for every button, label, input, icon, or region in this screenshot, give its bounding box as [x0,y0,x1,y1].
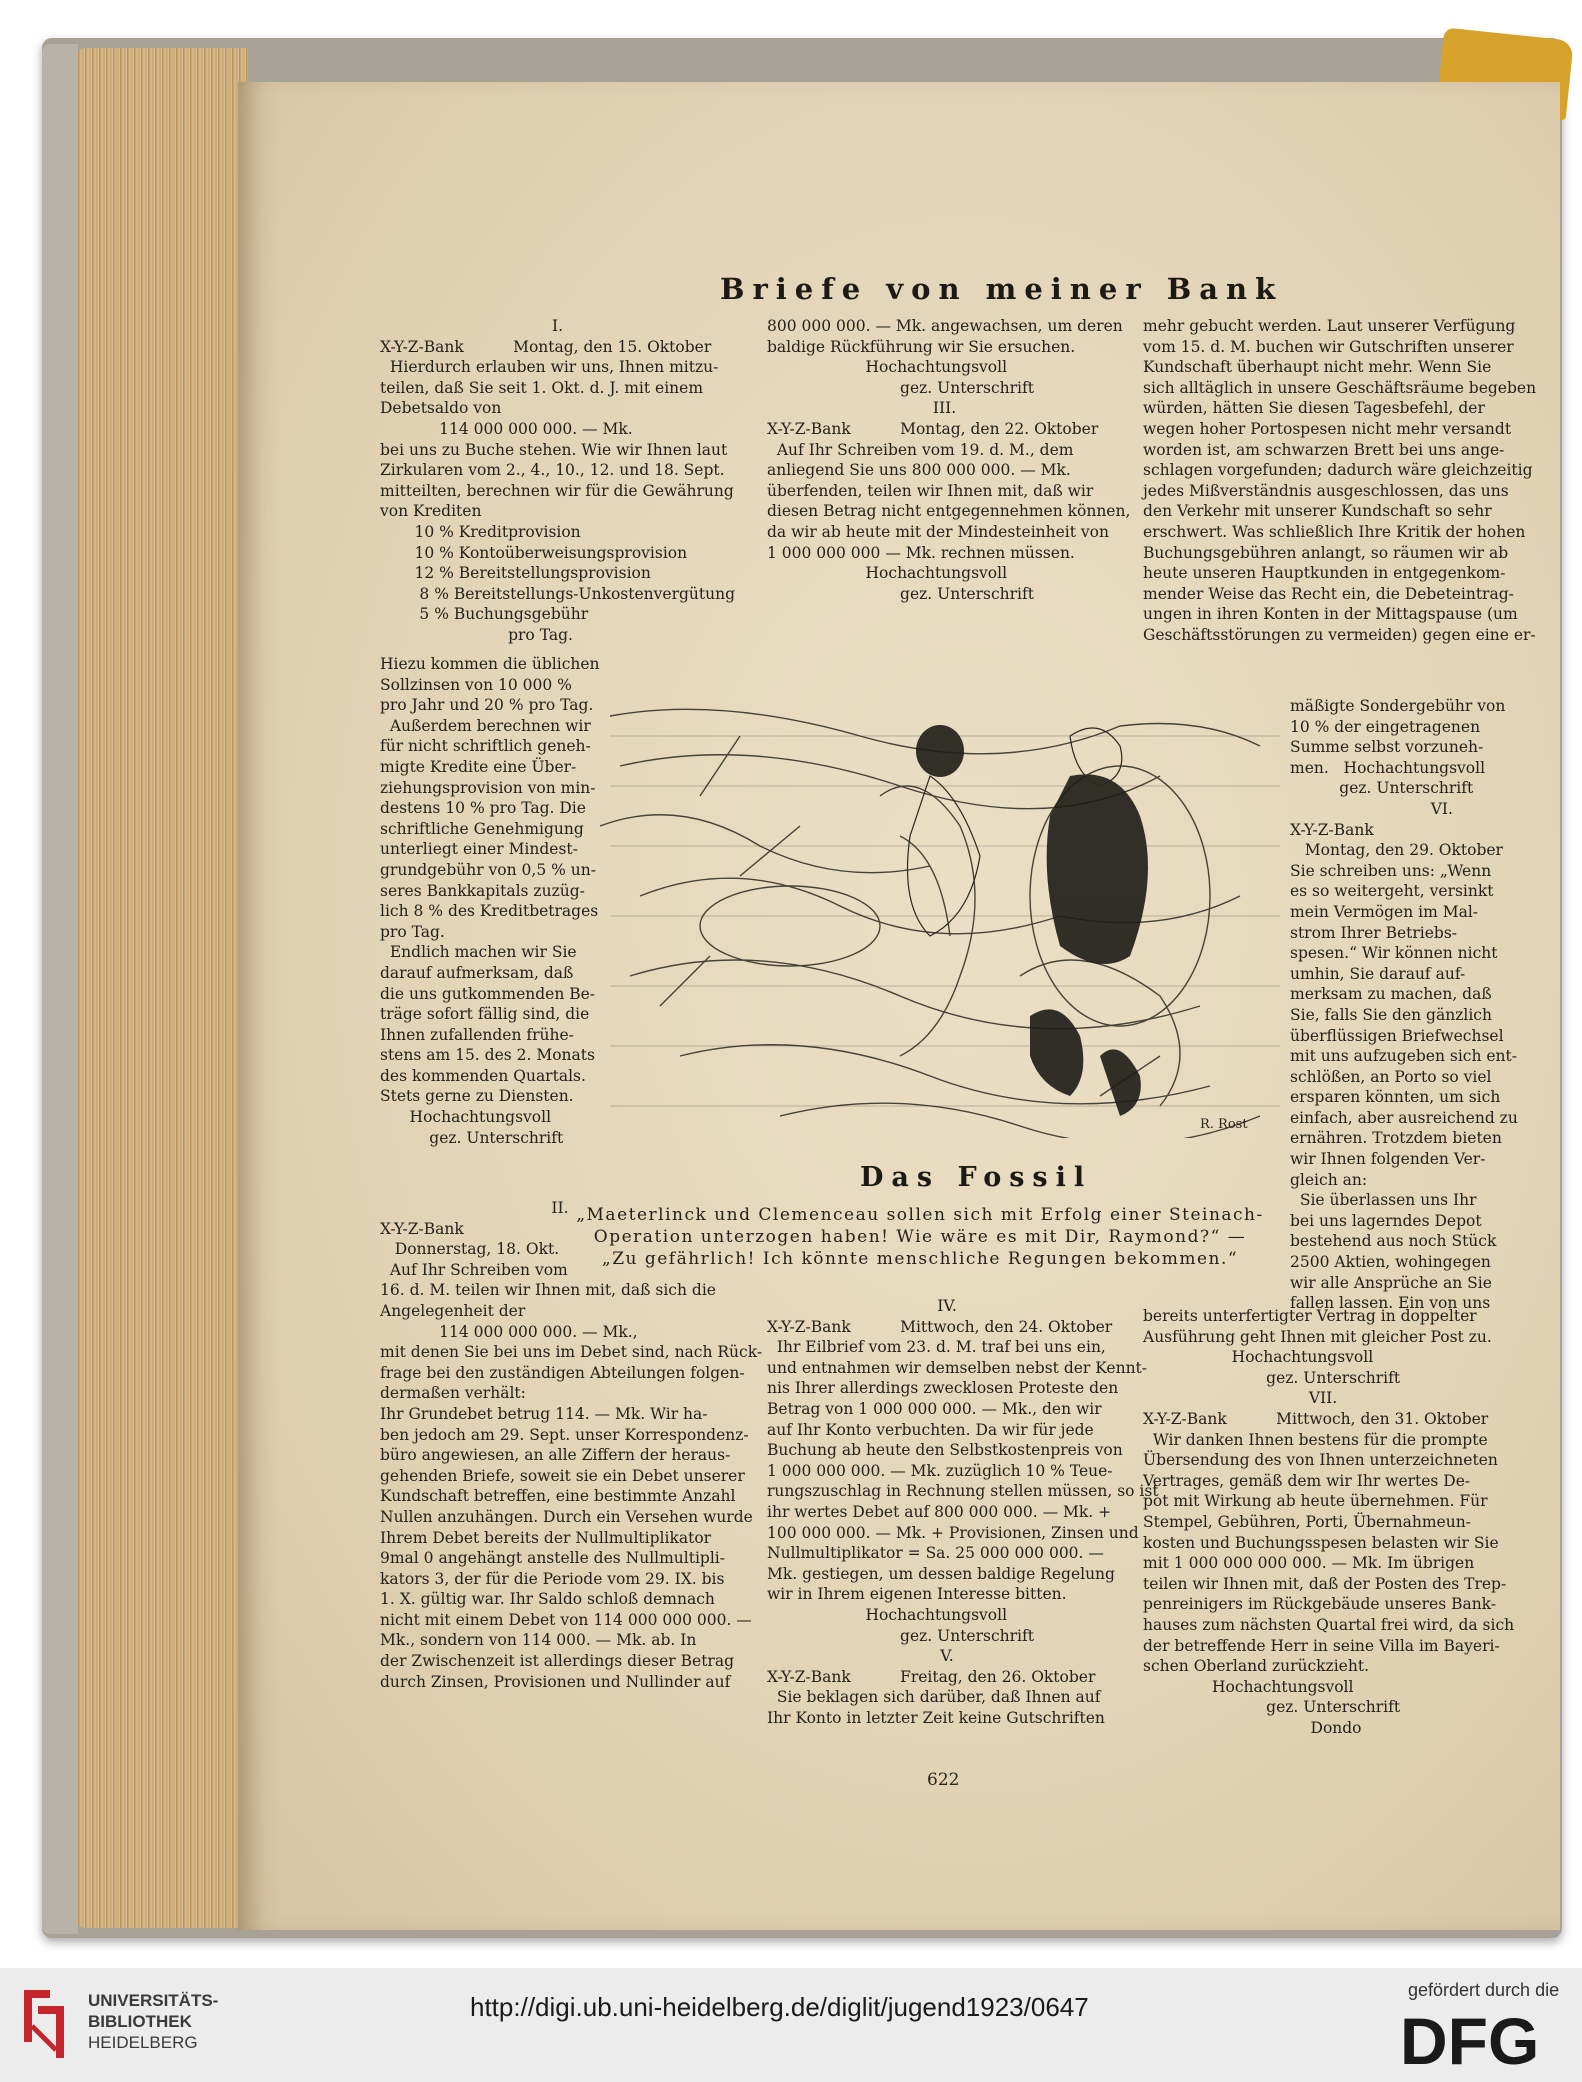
text-line: 114 000 000 000. — Mk., [380,1322,638,1341]
text-line: ziehungsprovision von min- [380,778,596,797]
text-line: Ihrem Debet bereits der Nullmultiplikator [380,1528,712,1547]
text-line: spesen.“ Wir können nicht [1290,944,1498,963]
text-line: überfenden, teilen wir Ihnen mit, daß wir [767,481,1094,500]
text-line: X-Y-Z-Bank Mittwoch, den 24. Oktober [767,1317,1113,1336]
text-line: kators 3, der für die Periode vom 29. IX. bis [380,1569,725,1588]
text-line: auf Ihr Konto verbuchten. Da wir für jede [767,1420,1094,1439]
text-line: schen Oberland zurückzieht. [1143,1657,1369,1676]
text-line: Übersendung des von Ihnen unterzeichneten [1143,1451,1498,1470]
text-line: Sie, falls Sie den gänzlich [1290,1005,1492,1024]
institution-name[interactable] [88,1990,218,2053]
text-line: Stets gerne zu Diensten. [380,1087,574,1106]
text-line: Ausführung geht Ihnen mit gleicher Post zu. [1143,1327,1492,1346]
page-edges [78,48,248,1928]
text-line: von Krediten [380,502,482,521]
text-line: wir Ihnen folgenden Ver- [1290,1150,1486,1169]
text-line: erschwert. Was schließlich Ihre Kritik der hohen [1143,522,1526,541]
institution-line-1: UNIVERSITÄTS- [88,1991,219,2010]
dfg-logo-icon[interactable] [1396,2002,1566,2072]
text-line: gleich an: [1290,1170,1368,1189]
text-line: umhin, Sie darauf auf- [1290,964,1466,983]
text-line: der betreffende Herr in seine Villa im Bayeri- [1143,1636,1500,1655]
text-line: men. Hochachtungsvoll [1290,758,1486,777]
text-line: 10 % Kreditprovision [380,522,581,541]
illustration-signature: R. Rost [1200,1117,1248,1132]
text-line: Auf Ihr Schreiben vom [380,1260,568,1279]
text-line: 1 000 000 000. — Mk. zuzüglich 10 % Teue- [767,1461,1113,1480]
text-line: des kommenden Quartals. [380,1066,586,1085]
text-line: pot mit Wirkung ab heute übernehmen. Für [1143,1492,1488,1511]
text-line: den Verkehr mit unserer Kundschaft so sehr [1143,502,1492,521]
text-line: merksam zu machen, daß [1290,985,1492,1004]
text-line: Endlich machen wir Sie [380,943,577,962]
text-line: hauses zum nächsten Quartal frei wird, da sich [1143,1615,1515,1634]
university-logo-icon[interactable] [16,1982,76,2066]
text-line: 12 % Bereitstellungsprovision [380,564,651,583]
text-line: bereits unterfertigter Vertrag in doppelter [1143,1307,1477,1325]
text-line: Hierdurch erlauben wir uns, Ihnen mitzu- [380,358,719,377]
text-line: ihr wertes Debet auf 800 000 000. — Mk. + [767,1502,1112,1521]
text-line: Vertrages, gemäß dem wir Ihr wertes De- [1143,1471,1471,1490]
text-line: Summe selbst vorzuneh- [1290,738,1484,757]
text-line: der Zwischenzeit ist allerdings dieser Betrag [380,1652,735,1671]
text-line: darauf aufmerksam, daß [380,963,574,982]
text-line: büro angewiesen, an alle Ziffern der heraus- [380,1446,731,1465]
text-line: mitteilten, berechnen wir für die Gewährung [380,481,734,500]
text-line: 16. d. M. teilen wir Ihnen mit, daß sich die [380,1281,716,1300]
column-1-middle [380,654,610,1148]
text-line: Nullen anzuhängen. Durch ein Versehen wurde [380,1507,753,1526]
text-line: X-Y-Z-Bank Freitag, den 26. Oktober [767,1667,1096,1686]
text-line: destens 10 % pro Tag. Die [380,799,586,818]
text-line: einfach, aber ausreichend zu [1290,1108,1518,1127]
text-line: Außerdem berechnen wir [380,716,591,735]
text-line: ernähren. Trotzdem bieten [1290,1129,1502,1148]
institution-line-3: HEIDELBERG [88,2033,198,2052]
text-line: sich alltäglich in unsere Geschäftsräume begeben [1143,378,1537,397]
text-line: seres Bankkapitals zuzüg- [380,881,585,900]
text-line: diesen Betrag nicht entgegennehmen können, [767,502,1131,521]
column-3-bottom [1143,1306,1515,1738]
text-line: gez. Unterschrift [767,378,1034,397]
text-line: pro Tag. [380,922,445,941]
text-line: die uns gutkommenden Be- [380,984,596,1003]
text-line: Donnerstag, 18. Okt. [380,1240,560,1259]
text-line: gez. Unterschrift [1143,1698,1401,1717]
text-line: pro Jahr und 20 % pro Tag. [380,696,594,715]
text-line: Kundschaft betreffen, eine bestimmte Anzahl [380,1487,736,1506]
text-line: X-Y-Z-Bank Montag, den 22. Oktober [767,419,1099,438]
text-line: 10 % der eingetragenen [1290,717,1481,736]
text-line: wir in Ihrem eigenen Interesse bitten. [767,1585,1067,1604]
text-line: durch Zinsen, Provisionen und Nullinder auf [380,1672,731,1691]
text-line: ben jedoch am 29. Sept. unser Korrespondenz- [380,1425,749,1444]
column-1-top [380,316,735,646]
text-line: Ihr Eilbrief vom 23. d. M. traf bei uns ein, [767,1338,1106,1357]
text-line: X-Y-Z-Bank [380,1219,464,1238]
text-line: dermaßen verhält: [380,1384,526,1403]
text-line: „Maeterlinck und Clemenceau sollen sich mit Erfolg einer Steinach- [576,1205,1264,1225]
section-numeral: VI. [1346,799,1453,818]
text-line: Hiezu kommen die üblichen [380,655,600,673]
column-1-bottom [380,1198,763,1692]
text-line: Ihr Grundebet betrug 114. — Mk. Wir ha- [380,1404,708,1423]
text-line: mit uns aufzugeben sich ent- [1290,1047,1517,1066]
page-title: Briefe von meiner Bank [720,272,1284,306]
text-line: Hochachtungsvoll [1143,1677,1354,1696]
text-line: Betrag von 1 000 000 000. — Mk., den wir [767,1399,1102,1418]
text-line: schlößen, an Porto so viel [1290,1067,1492,1086]
text-line: Sie beklagen sich darüber, daß Ihnen auf [767,1688,1101,1707]
text-line: gehenden Briefe, soweit sie ein Debet unserer [380,1466,745,1485]
text-line: ungen in ihren Konten in der Mittagspause (um [1143,605,1518,624]
text-line: 1. X. gültig war. Ihr Saldo schloß demnach [380,1590,715,1609]
text-line: 2500 Aktien, wohingegen [1290,1253,1491,1272]
text-line: baldige Rückführung wir Sie ersuchen. [767,337,1076,356]
text-line: 5 % Buchungsgebühr [380,605,589,624]
section-numeral: IV. [937,1297,957,1315]
footer-bar [0,1968,1582,2082]
text-line: 8 % Bereitstellungs-Unkostenvergütung [380,584,736,603]
text-line: bei uns zu Buche stehen. Wie wir Ihnen laut [380,440,728,459]
text-line: Angelegenheit der [380,1301,526,1320]
book-cover-edge [42,44,78,1934]
text-line: Mk., sondern von 114 000. — Mk. ab. In [380,1631,697,1650]
text-line: Hochachtungsvoll [1143,1348,1374,1367]
text-line: Buchungsgebühren anlangt, so räumen wir ab [1143,543,1509,562]
text-line: Debetsaldo von [380,399,502,418]
text-line: nicht mit einem Debet von 114 000 000 000. — [380,1610,752,1629]
text-line: vom 15. d. M. buchen wir Gutschriften unserer [1143,337,1514,356]
text-line: Hochachtungsvoll [767,358,1008,377]
text-line: worden ist, am schwarzen Brett bei uns ange- [1143,440,1505,459]
column-2-top [767,316,1131,604]
text-line: Ihr Konto in letzter Zeit keine Gutschriften [767,1708,1105,1727]
text-line: Sie überlassen uns Ihr [1290,1191,1477,1210]
text-line: gez. Unterschrift [767,584,1034,603]
text-line: lich 8 % des Kreditbetrages [380,902,599,921]
text-line: Auf Ihr Schreiben vom 19. d. M., dem [767,440,1074,459]
text-line: Operation unterzogen haben! Wie wäre es mit Dir, Raymond?“ — [593,1227,1247,1247]
text-line: teilen, daß Sie seit 1. Okt. d. J. mit einem [380,378,704,397]
section-numeral: V. [940,1647,954,1666]
text-line: 9mal 0 angehängt anstelle des Nullmultipli- [380,1549,726,1568]
text-line: Dondo [1143,1718,1362,1737]
sponsor-text: gefördert durch die [1408,1980,1560,2000]
illustration [600,676,1290,1138]
text-line: 114 000 000 000. — Mk. [380,419,633,438]
text-line: 10 % Kontoüberweisungsprovision [380,543,688,562]
text-line: X-Y-Z-Bank [1290,820,1374,839]
section-numeral: III. [932,399,957,418]
text-line: grundgebühr von 0,5 % un- [380,860,596,879]
text-line: für nicht schriftlich geneh- [380,737,591,756]
column-3-top [1143,316,1537,646]
text-line: schriftliche Genehmigung [380,819,584,838]
institution-line-2: BIBLIOTHEK [88,2012,192,2031]
text-line: gez. Unterschrift [1143,1368,1401,1387]
text-line: pro Tag. [380,625,573,644]
text-line: bei uns lagerndes Depot [1290,1211,1482,1230]
text-line: es so weitergeht, versinkt [1290,882,1494,901]
text-line: „Zu gefährlich! Ich könnte menschliche Regungen bekommen.“ [601,1249,1239,1269]
page-number: 622 [927,1770,960,1790]
text-line: rungszuschlag in Rechnung stellen müssen, so ist [767,1482,1159,1501]
text-line: da wir ab heute mit der Mindesteinheit von [767,522,1109,541]
column-3-middle [1290,696,1518,1314]
permalink-url[interactable]: http://digi.ub.uni-heidelberg.de/diglit/jugend1923/0647 [470,1992,1089,2022]
text-line: 1 000 000 000 — Mk. rechnen müssen. [767,543,1075,562]
text-line: Stempel, Gebühren, Porti, Übernahmeun- [1143,1512,1471,1531]
text-line: Hochachtungsvoll [767,1605,1008,1624]
text-line: Buchung ab heute den Selbstkostenpreis von [767,1441,1123,1460]
section-numeral: VII. [1308,1389,1338,1408]
text-line: Geschäftsstörungen zu vermeiden) gegen eine er- [1143,625,1536,644]
text-line: penreinigers im Rückgebäude unseres Bank- [1143,1595,1497,1614]
text-line: Ihnen zufallenden frühe- [380,1025,574,1044]
text-line: mäßigte Sondergebühr von [1290,697,1506,715]
text-line: Nullmultiplikator = Sa. 25 000 000 000. — [767,1544,1104,1563]
text-line: Wir danken Ihnen bestens für die prompte [1143,1430,1488,1449]
text-line: wegen hoher Portospesen nicht mehr versandt [1143,419,1512,438]
text-line: unterliegt einer Mindest- [380,840,578,859]
text-line: mit 1 000 000 000 000. — Mk. Im übrigen [1143,1554,1475,1573]
section-numeral: I. [551,317,564,335]
text-line: fallen lassen. Ein von uns [1290,1294,1491,1313]
text-line: würden, hätten Sie diesen Tagesbefehl, der [1143,399,1485,418]
text-line: Montag, den 29. Oktober [1290,841,1503,860]
text-line: Mk. gestiegen, um dessen baldige Regelung [767,1564,1115,1583]
text-line: und entnahmen wir demselben nebst der Kennt- [767,1358,1148,1377]
text-line: gez. Unterschrift [380,1128,564,1147]
text-line: X-Y-Z-Bank Montag, den 15. Oktober [380,337,712,356]
text-line: Sie schreiben uns: „Wenn [1290,861,1492,880]
text-line: Zirkularen vom 2., 4., 10., 12. und 18. Sept. [380,461,725,480]
text-line: mit denen Sie bei uns im Debet sind, nach Rück- [380,1343,763,1362]
text-line: Hochachtungsvoll [767,564,1008,583]
text-line: schlagen vorgefunden; dadurch wäre gleichzeitig [1143,461,1533,480]
dfg-logo-text: DFG [1400,2004,1540,2072]
text-line: kosten und Buchungsspesen belasten wir Sie [1143,1533,1499,1552]
text-line: gez. Unterschrift [1290,779,1474,798]
text-line: strom Ihrer Betriebs- [1290,923,1458,942]
text-line: anliegend Sie uns 800 000 000. — Mk. [767,461,1071,480]
text-line: nis Ihrer allerdings zwecklosen Proteste den [767,1379,1119,1398]
text-line: gez. Unterschrift [767,1626,1034,1645]
text-line: träge sofort fällig sind, die [380,1005,590,1024]
text-line: Kundschaft überhaupt nicht mehr. Wenn Sie [1143,358,1492,377]
text-line: überflüssigen Briefwechsel [1290,1026,1504,1045]
text-line: ersparen könnten, um sich [1290,1088,1501,1107]
text-line: 100 000 000. — Mk. + Provisionen, Zinsen und [767,1523,1139,1542]
text-line: jedes Mißverständnis ausgeschlossen, das uns [1143,481,1509,500]
text-line: mender Weise das Recht ein, die Debeteintrag- [1143,584,1514,603]
text-line: mein Vermögen im Mal- [1290,902,1479,921]
text-line: frage bei den zuständigen Abteilungen folgen- [380,1363,745,1382]
text-line: 800 000 000. — Mk. angewachsen, um deren [767,317,1123,335]
text-line: Sollzinsen von 10 000 % [380,675,572,694]
text-line: stens am 15. des 2. Monats [380,1046,595,1065]
text-line: heute unseren Hauptkunden in entgegenkom- [1143,564,1506,583]
section-numeral: II. [551,1199,569,1217]
column-2-bottom [767,1296,1159,1728]
text-line: Hochachtungsvoll [380,1108,552,1127]
text-line: X-Y-Z-Bank Mittwoch, den 31. Oktober [1143,1409,1489,1428]
text-line: bestehend aus noch Stück [1290,1232,1497,1251]
text-line: teilen wir Ihnen mit, daß der Posten des Trep- [1143,1574,1507,1593]
text-line: migte Kredite eine Über- [380,757,577,776]
text-line: mehr gebucht werden. Laut unserer Verfügung [1143,317,1516,335]
illustration-caption: Das Fossil [860,1162,1093,1193]
text-line: wir alle Ansprüche an Sie [1290,1273,1492,1292]
